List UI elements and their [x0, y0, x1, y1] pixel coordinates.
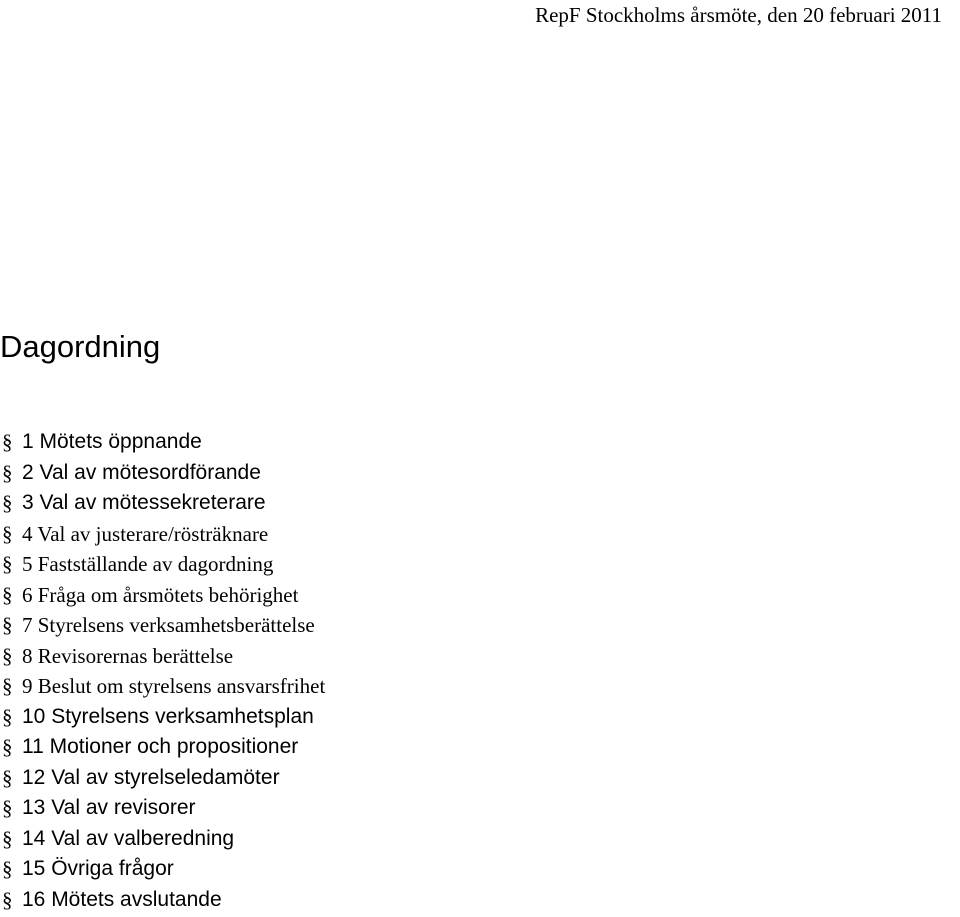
section-bullet-icon: §: [2, 765, 13, 790]
agenda-item: [0, 519, 325, 550]
agenda-item: [0, 885, 325, 916]
agenda-item: [0, 732, 325, 763]
section-bullet-icon: §: [2, 430, 13, 454]
section-bullet-icon: §: [2, 704, 13, 729]
agenda-item-label: 13 Val av revisorer: [22, 796, 196, 819]
agenda-item: [0, 702, 325, 733]
agenda-item-label: 10 Styrelsens verksamhetsplan: [22, 704, 314, 728]
agenda-item-label: 3 Val av mötessekreterare: [22, 491, 266, 514]
agenda-item-label: 16 Mötets avslutande: [22, 887, 222, 911]
section-bullet-icon: §: [2, 582, 13, 607]
agenda-item: [0, 641, 325, 672]
agenda-item-label: 14 Val av valberedning: [22, 826, 235, 850]
section-bullet-icon: §: [2, 735, 13, 759]
agenda-item: [0, 793, 325, 824]
section-bullet-icon: §: [2, 643, 13, 668]
section-bullet-icon: §: [2, 887, 13, 912]
section-bullet-icon: §: [2, 521, 13, 546]
agenda-item: [0, 549, 325, 580]
section-bullet-icon: §: [2, 796, 13, 820]
agenda-item-label: 2 Val av mötesordförande: [22, 460, 261, 484]
agenda-item-label: 11 Motioner och propositioner: [22, 735, 299, 758]
agenda-list: [0, 427, 325, 915]
section-bullet-icon: §: [2, 460, 13, 485]
agenda-item: [0, 763, 325, 794]
agenda-item-label: 6 Fråga om årsmötets behörighet: [22, 582, 299, 607]
section-bullet-icon: §: [2, 826, 13, 851]
agenda-item: [0, 458, 325, 489]
agenda-item: [0, 824, 325, 855]
agenda-item: [0, 610, 325, 641]
agenda-item-label: 12 Val av styrelseledamöter: [22, 765, 280, 789]
agenda-item: [0, 580, 325, 611]
agenda-item-label: 15 Övriga frågor: [22, 857, 174, 880]
agenda-item-label: 5 Fastställande av dagordning: [22, 552, 274, 576]
agenda-item-label: 1 Mötets öppnande: [22, 430, 202, 453]
agenda-item-label: 4 Val av justerare/rösträknare: [22, 521, 269, 546]
agenda-item: [0, 854, 325, 885]
agenda-item-label: 8 Revisorernas berättelse: [22, 643, 234, 668]
section-bullet-icon: §: [2, 857, 13, 881]
section-bullet-icon: §: [2, 552, 13, 576]
section-bullet-icon: §: [2, 674, 13, 698]
agenda-item: [0, 488, 325, 519]
page-title: Dagordning: [0, 329, 161, 364]
section-bullet-icon: §: [2, 613, 13, 637]
agenda-item-label: 9 Beslut om styrelsens ansvarsfrihet: [22, 674, 326, 698]
agenda-item-label: 7 Styrelsens verksamhetsberättelse: [22, 613, 315, 637]
section-bullet-icon: §: [2, 491, 13, 515]
agenda-item: [0, 427, 325, 458]
agenda-item: [0, 671, 325, 702]
document-header: RepF Stockholms årsmöte, den 20 februari 2011: [535, 3, 942, 27]
